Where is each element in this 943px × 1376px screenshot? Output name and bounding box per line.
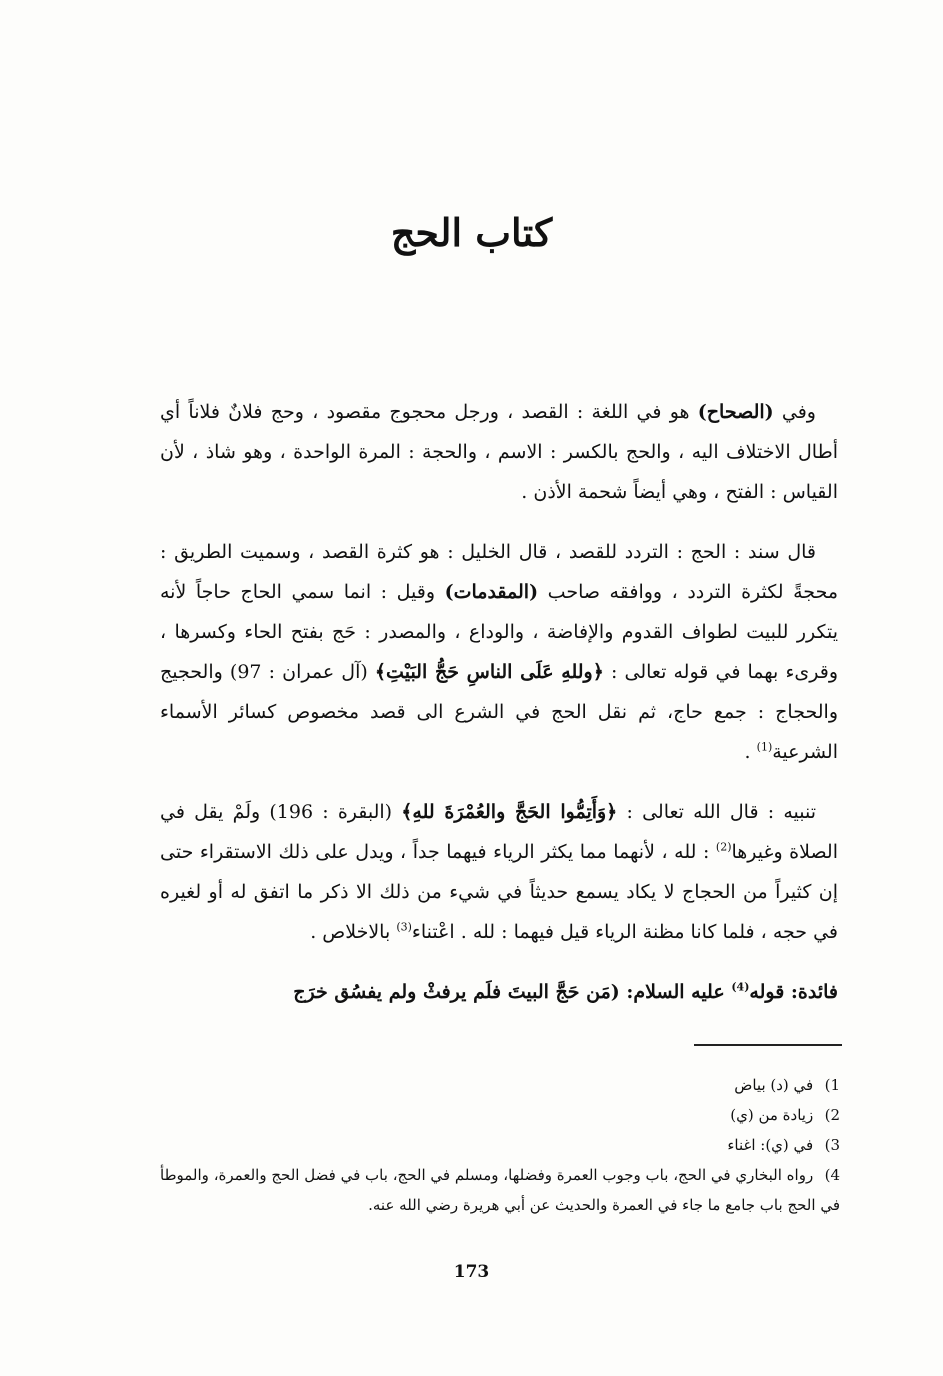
footnote-item xyxy=(160,1130,840,1160)
text-run: تنبيه : قال الله تعالى : xyxy=(626,801,816,823)
footnote-divider xyxy=(694,1044,842,1046)
paragraph-tanbih xyxy=(160,792,838,952)
text-run: هو في اللغة : القصد ، ورجل محجوج مقصود ، وحج فلانٌ فلاناً أي أطال الاختلاف اليه ، والحج بالكسر : الاسم ، والحجة : المرة الواحدة ، وهو شاذ ، لأن القياس : الفتح ، وهي أيضاً شحمة الأذن . xyxy=(160,401,838,503)
footnote-number: 4) xyxy=(824,1166,840,1184)
chapter-title: كتاب الحج xyxy=(390,210,553,255)
text-run: فائدة: قوله xyxy=(749,981,838,1003)
footnote-ref: (2) xyxy=(715,840,732,854)
text-run: عليه السلام: xyxy=(626,981,725,1003)
footnote-item xyxy=(160,1160,840,1220)
text-run: بالاخلاص . xyxy=(310,921,391,943)
page-number: 173 xyxy=(453,1262,490,1282)
paragraph-faida xyxy=(160,972,838,1012)
footnotes xyxy=(160,1070,840,1220)
paragraph-sihah xyxy=(160,392,838,512)
text-run: : لله ، لأنهما مما يكثر الرياء فيهما جداً ، ويدل على ذلك الاستقراء حتى إن كثيراً من الحجاج لا يكاد يسمع حديثاً في شيء من ذلك الا ذكر ما اتفق له أو لغيره في حجه ، فلما كانا مظنة الرياء قيل فيهما : لله . اعْتناء xyxy=(160,841,838,943)
footnote-ref: (1) xyxy=(756,740,773,754)
book-reference: (الصحاح) xyxy=(697,401,774,423)
footnote-item xyxy=(160,1070,840,1100)
text-run: (آل عمران : 97) والحجيج والحجاج : جمع حاج، ثم نقل الحج في الشرع الى قصد مخصوص كسائر الأسماء الشرعية xyxy=(160,661,838,763)
quran-verse: ﴿وللهِ عَلَى الناسِ حَجُّ البَيْتِ﴾ xyxy=(374,661,604,683)
footnote-text: زيادة من (ي) xyxy=(730,1106,814,1124)
footnote-number: 2) xyxy=(824,1106,840,1124)
text-run: قال سند : الحج : التردد للقصد ، قال الخليل : هو كثرة القصد ، وسميت الطريق : محجةً لكثرة التردد ، ووافقه صاحب xyxy=(160,541,839,603)
footnote-number: 3) xyxy=(824,1136,840,1154)
footnote-ref: (3) xyxy=(396,920,412,934)
quran-verse: ﴿وَأَتِمُّوا الحَجَّ والعُمْرَةَ للهِ﴾ xyxy=(401,801,618,823)
footnote-text: في (ي): اغناء xyxy=(727,1136,814,1154)
hadith-text: (مَن حَجَّ البيتَ فلَم يرفثْ ولم يفسُق خرَج xyxy=(293,981,620,1003)
text-run: وفي xyxy=(781,401,816,423)
text-run: . xyxy=(744,741,757,763)
text-run: (البقرة : 196) ولَمْ يقل في الصلاة وغيرها xyxy=(160,801,838,863)
paragraph-sanad xyxy=(160,532,838,772)
footnote-ref: (4) xyxy=(731,980,750,994)
book-reference: (المقدمات) xyxy=(444,581,539,603)
main-text xyxy=(160,392,838,1032)
text-run: وقيل : انما سمي الحاج حاجاً لأنه يتكرر للبيت لطواف القدوم والإفاضة ، والوداع ، والمصدر : حَج بفتح الحاء وكسرها ، وقرىء بهما في قوله تعالى : xyxy=(160,581,838,683)
footnote-number: 1) xyxy=(824,1076,840,1094)
footnote-item xyxy=(160,1100,840,1130)
footnote-text: في (د) بياض xyxy=(734,1076,814,1094)
footnote-text: رواه البخاري في الحج، باب وجوب العمرة وفضلها، ومسلم في الحج، باب في فضل الحج والعمرة، والموطأ في الحج باب جامع ما جاء في العمرة والحديث عن أبي هريرة رضي الله عنه. xyxy=(160,1166,840,1214)
